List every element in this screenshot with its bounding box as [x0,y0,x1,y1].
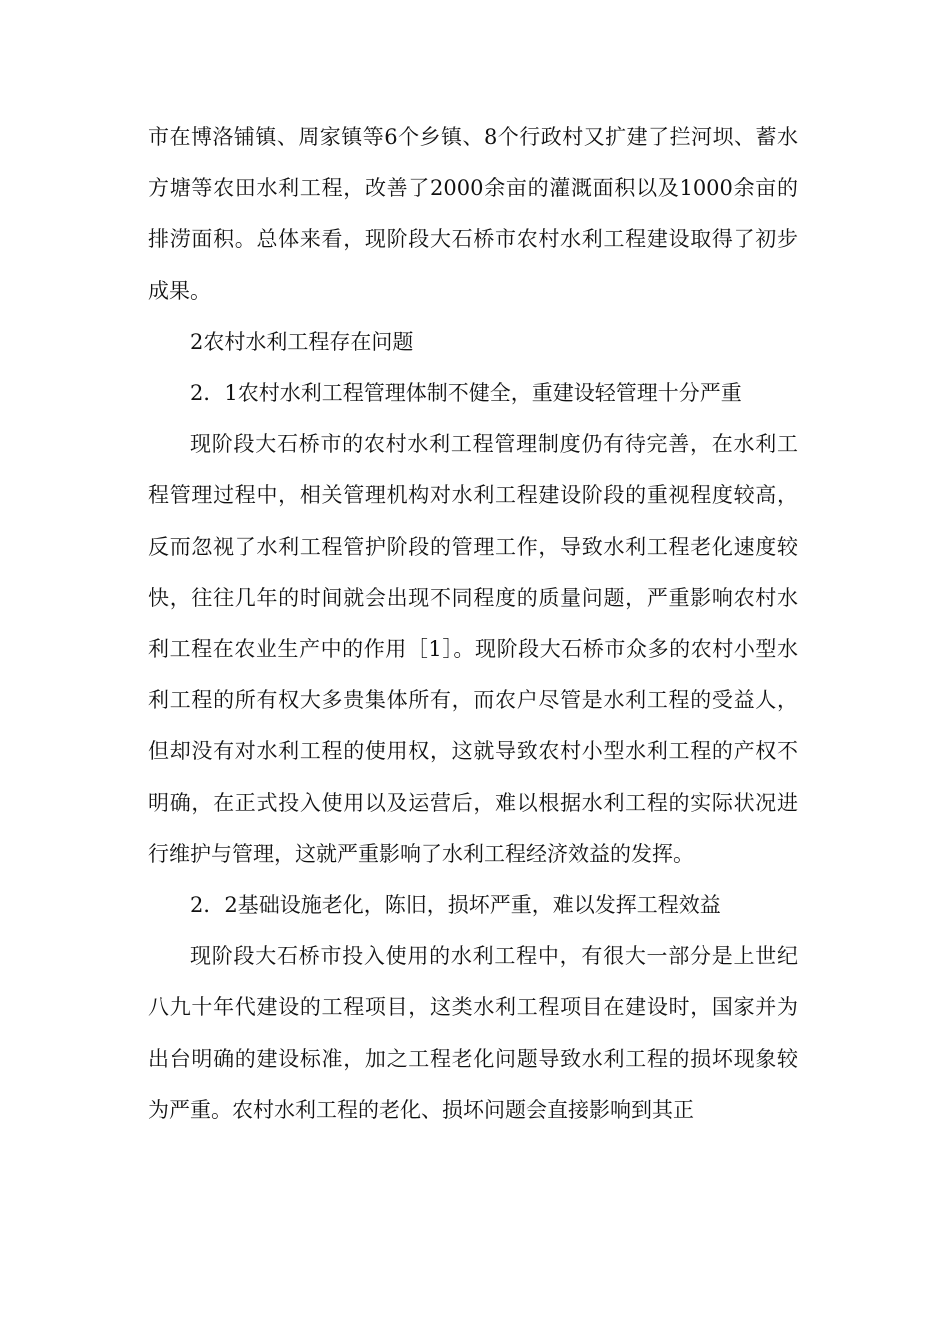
subsection-heading: 2．2基础设施老化，陈旧，损坏严重，难以发挥工程效益 [190,893,721,918]
subsection-heading: 2．1农村水利工程管理体制不健全，重建设轻管理十分严重 [190,381,742,406]
body-paragraph: 现阶段大石桥市投入使用的水利工程中，有很大一部分是上世纪八九十年代建设的工程项目，这类水利工程项目在建设时，国家并为出台明确的建设标准，加之工程老化问题导致水利工程的损坏现象较为严重。农村水利工程的老化、损坏问题会直接影响到其正 [148,944,798,1122]
body-paragraph: 市在博洛铺镇、周家镇等6个乡镇、8个行政村又扩建了拦河坝、蓄水方塘等农田水利工程，改善了2000余亩的灌溉面积以及1000余亩的排涝面积。总体来看，现阶段大石桥市农村水利工程建设取得了初步成果。 [148,125,798,303]
section-heading: 2农村水利工程存在问题 [190,329,414,354]
document-page [148,112,798,1136]
body-paragraph: 现阶段大石桥市的农村水利工程管理制度仍有待完善，在水利工程管理过程中，相关管理机构对水利工程建设阶段的重视程度较高，反而忽视了水利工程管护阶段的管理工作，导致水利工程老化速度较快，往往几年的时间就会出现不同程度的质量问题，严重影响农村水利工程在农业生产中的作用［1］。现阶段大石桥市众多的农村小型水利工程的所有权大多贵集体所有，而农户尽管是水利工程的受益人，但却没有对水利工程的使用权，这就导致农村小型水利工程的产权不明确，在正式投入使用以及运营后，难以根据水利工程的实际状况进行维护与管理，这就严重影响了水利工程经济效益的发挥。 [148,432,798,866]
